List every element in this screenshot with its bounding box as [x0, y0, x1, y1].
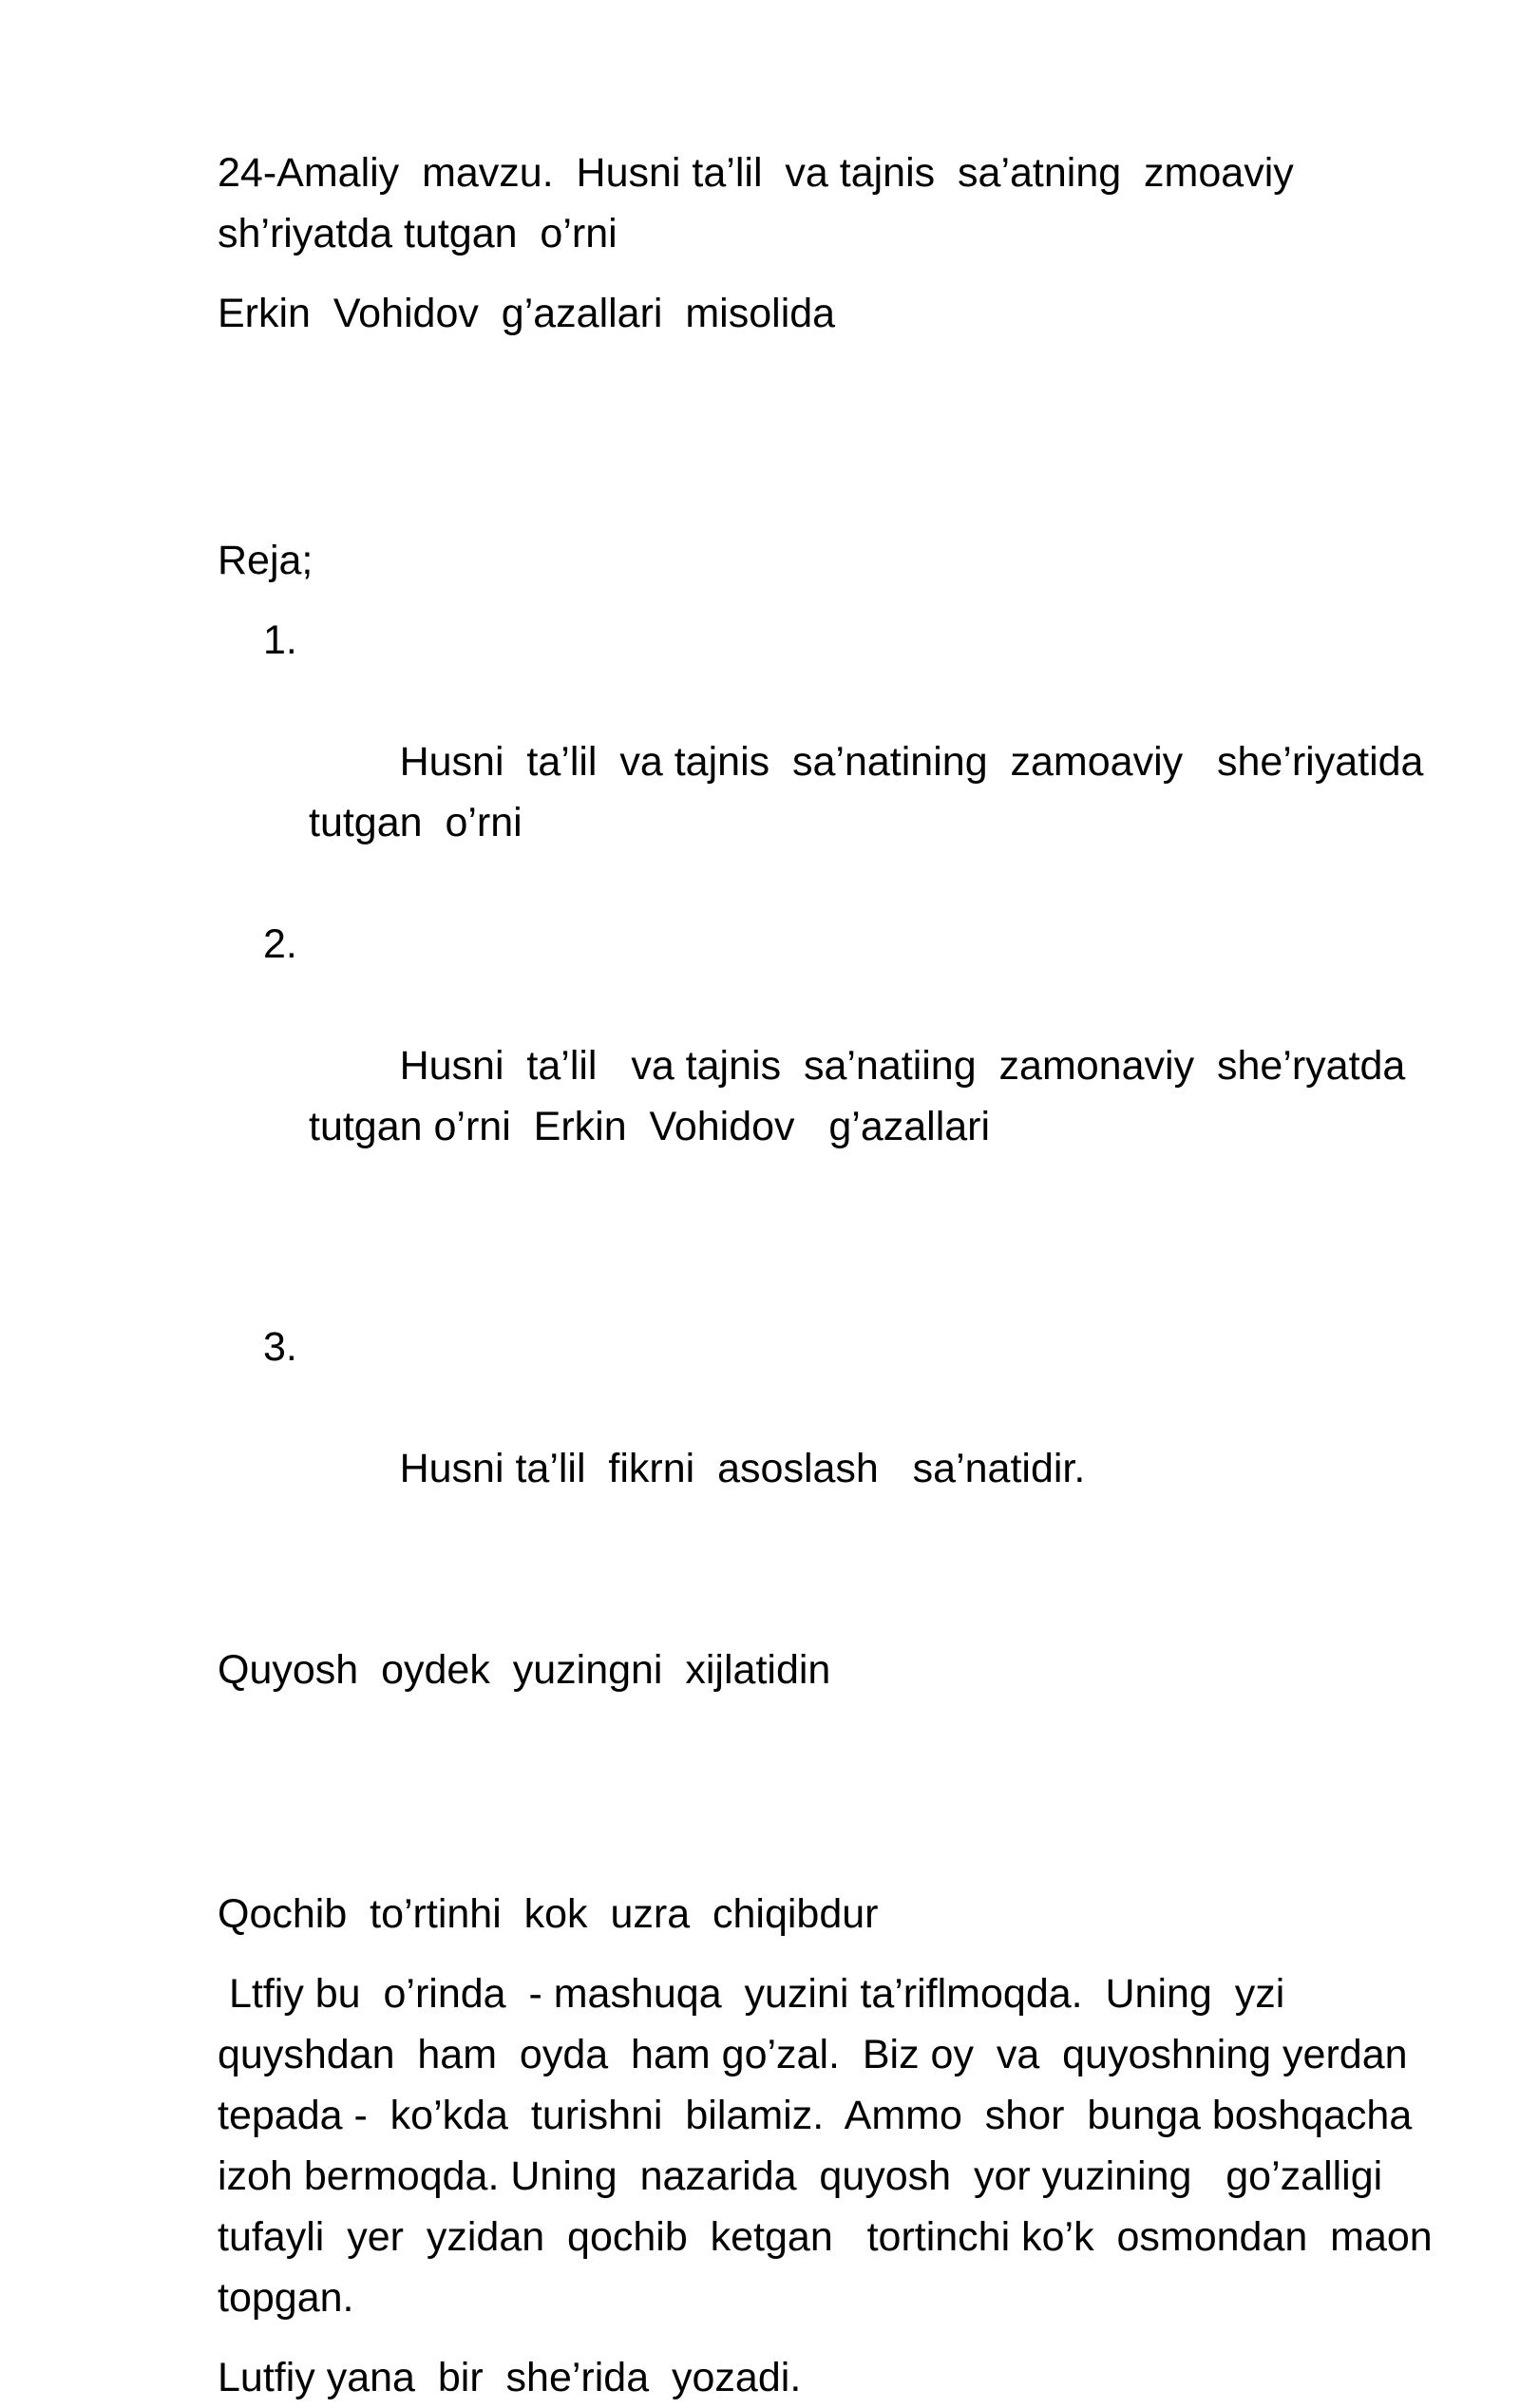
plan-item-number: 2.: [263, 921, 297, 967]
plan-item-1: [218, 610, 1453, 914]
plan-list: [218, 610, 1453, 1560]
closing-line: Lutfiy yana bir she’rida yozadi.: [218, 2355, 802, 2400]
plan-item-number: 3.: [263, 1324, 297, 1370]
spacer: [218, 1560, 1453, 1640]
plan-item-text: Husni ta’lil va tajnis sa’natining zamoaviy she’riyatida tutgan o’rni: [309, 739, 1435, 845]
plan-item-text: Husni ta’lil va tajnis sa’natiing zamonaviy she’ryatda tutgan o’rni Erkin Vohidov g’azallari: [309, 1043, 1417, 1149]
spacer: [218, 1700, 1453, 1884]
verse-line-2: Qochib to’rtinhi kok uzra chiqibdur: [218, 1891, 879, 1937]
spacer: [218, 344, 1453, 530]
plan-item-text: Husni ta’lil fikrni asoslash sa’natidir.: [399, 1446, 1086, 1491]
commentary-paragraph: Ltfiy bu o’rinda - mashuqa yuzini ta’riflmoqda. Uning yzi quyshdan ham oyda ham go’zal. Biz oy va quyoshning yerdan tepada - ko’kda turishni bilamiz. Ammo shor bunga boshqacha izoh bermoqda. Uning nazarida quyosh yor yuzining go’zalligi tufayli yer yzidan qochib ketgan tortinchi ko’k osmondan maon topgan.: [218, 1971, 1455, 2321]
plan-heading: Reja;: [218, 538, 314, 583]
document-body: [218, 142, 1453, 2408]
document-title: 24-Amaliy mavzu. Husni ta’lil va tajnis sa’atning zmoaviy sh’riyatda tutgan o’rni: [218, 150, 1317, 256]
verse-line-1: Quyosh oydek yuzingni xijlatidin: [218, 1647, 831, 1693]
document-subtitle: Erkin Vohidov g’azallari misolida: [218, 291, 836, 336]
plan-item-2: [218, 914, 1453, 1218]
plan-item-number: 1.: [263, 617, 297, 663]
plan-item-3: [218, 1317, 1453, 1560]
